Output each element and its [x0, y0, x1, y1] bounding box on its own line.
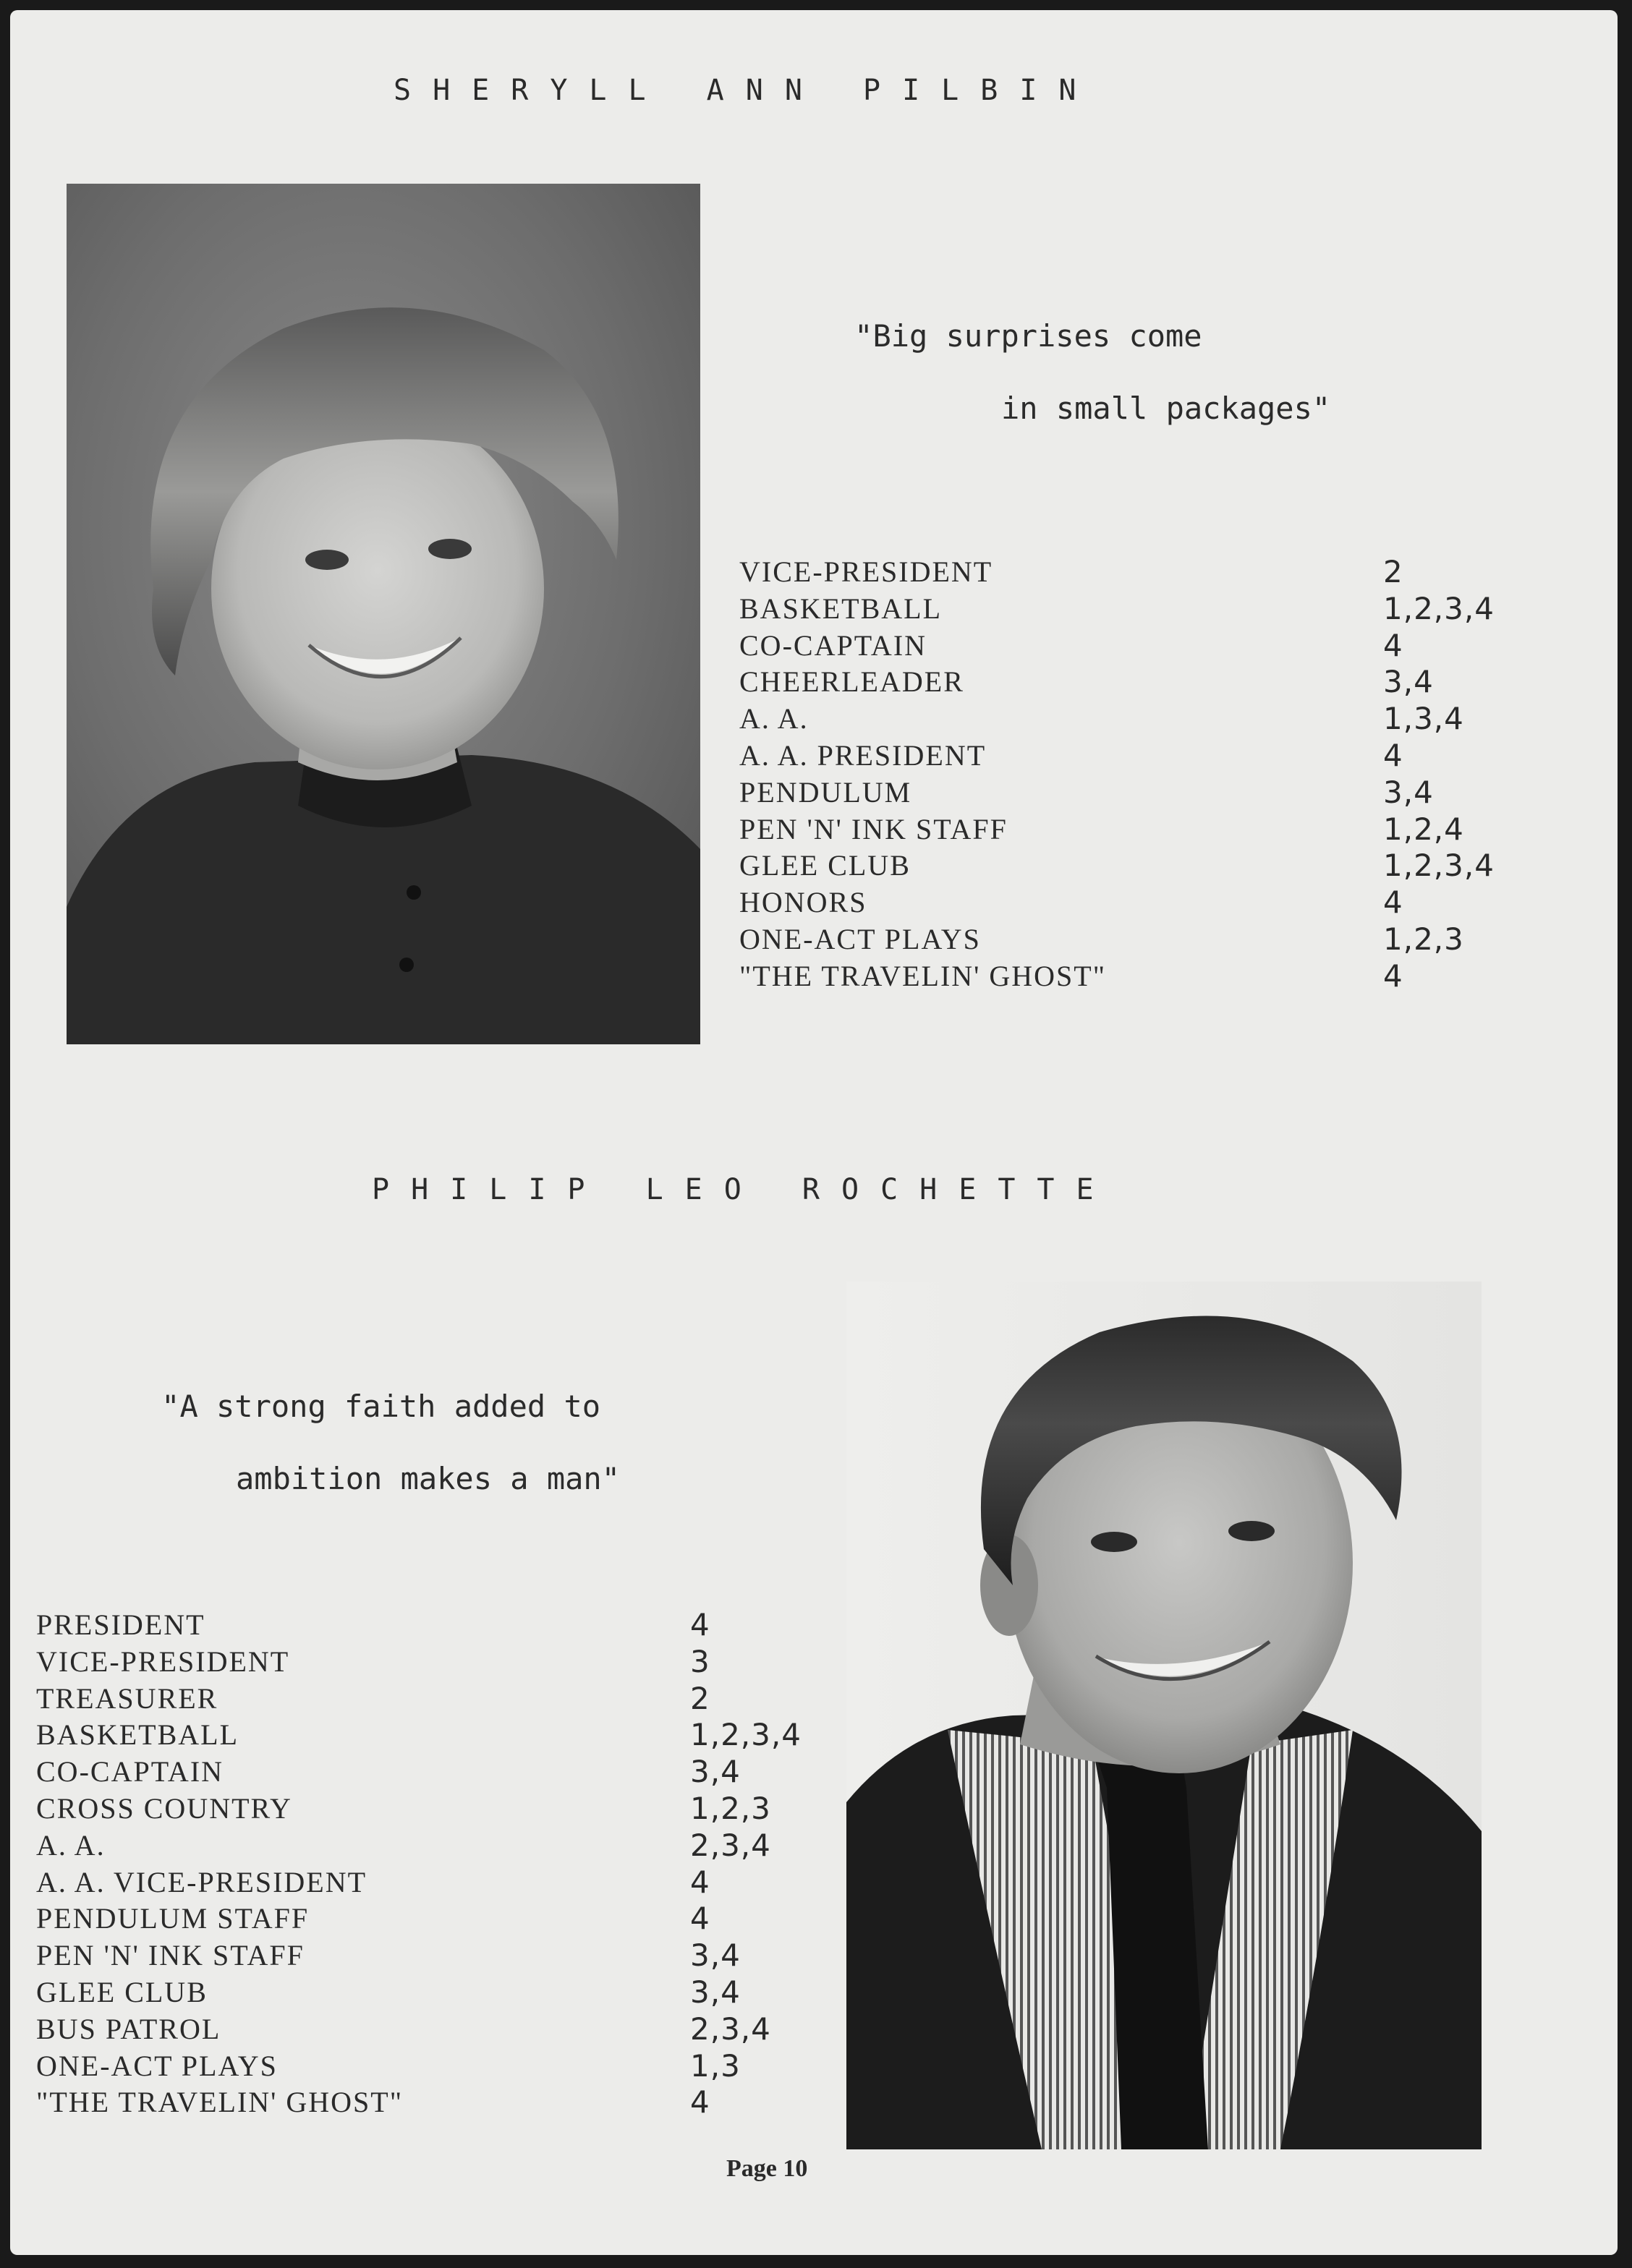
activity-row: [36, 1791, 854, 1828]
activity-name: A. A. VICE-PRESIDENT: [36, 1865, 367, 1898]
activity-name: PRESIDENT: [36, 1608, 205, 1641]
activity-row: [36, 2084, 854, 2121]
activity-name: VICE-PRESIDENT: [36, 1645, 290, 1678]
activity-name: CHEERLEADER: [739, 665, 964, 699]
student-activities-list: [36, 1607, 854, 2135]
activity-name: PENDULUM STAFF: [36, 1902, 310, 1935]
activity-name: TREASURER: [36, 1681, 218, 1715]
student-name-heading: SHERYLL ANN PILBIN: [394, 74, 1098, 107]
activity-years: 4: [1383, 627, 1403, 663]
student-quote: [88, 1352, 620, 1569]
activity-name: BASKETBALL: [36, 1718, 239, 1752]
quote-line-1: "Big surprises come: [854, 318, 1202, 354]
activity-name: PENDULUM: [739, 775, 912, 809]
activity-years: 3,4: [690, 1754, 741, 1790]
activity-row: [739, 701, 1571, 738]
activity-row: [739, 591, 1571, 628]
activity-years: 1,2,3,4: [1383, 590, 1495, 626]
activity-years: 3,4: [1383, 664, 1434, 700]
activity-years: 3: [690, 1643, 710, 1679]
activity-row: [739, 738, 1571, 775]
activity-name: CO-CAPTAIN: [739, 628, 927, 662]
activity-years: 2: [1383, 554, 1403, 589]
activity-years: 1,2,3: [690, 1790, 771, 1826]
activity-name: A. A.: [36, 1828, 106, 1862]
activity-name: PEN 'N' INK STAFF: [36, 1939, 305, 1972]
activity-name: GLEE CLUB: [739, 849, 911, 882]
activity-years: 2,3,4: [690, 2011, 771, 2047]
activity-years: 3,4: [1383, 774, 1434, 810]
activity-row: [36, 1754, 854, 1791]
student-quote: [781, 282, 1330, 499]
activity-row: [36, 1864, 854, 1901]
activity-years: 4: [1383, 737, 1403, 773]
activity-row: [739, 628, 1571, 665]
activity-years: 4: [1383, 884, 1403, 921]
activity-years: 4: [690, 2084, 710, 2120]
activity-years: 1,2,3,4: [690, 1717, 802, 1753]
activity-row: [36, 1607, 854, 1644]
activity-years: 4: [1383, 958, 1403, 994]
activity-row: [739, 811, 1571, 848]
activity-years: 4: [690, 1607, 710, 1642]
activity-name: BUS PATROL: [36, 2012, 221, 2045]
activity-years: 1,2,3,4: [1383, 848, 1495, 884]
activity-row: [36, 1717, 854, 1754]
page-number: Page 10: [726, 2155, 808, 2182]
activity-row: [739, 921, 1571, 958]
activity-name: ONE-ACT PLAYS: [36, 2049, 278, 2082]
activity-row: [36, 1681, 854, 1718]
student-portrait-photo: [846, 1282, 1482, 2149]
activity-row: [739, 884, 1571, 921]
activity-name: A. A. PRESIDENT: [739, 738, 987, 772]
activity-row: [36, 1644, 854, 1681]
activity-row: [739, 664, 1571, 701]
activity-row: [36, 1901, 854, 1937]
activity-row: [36, 1828, 854, 1864]
activity-years: 1,3: [690, 2047, 741, 2084]
activity-years: 2: [690, 1680, 710, 1716]
student-portrait-photo: [67, 184, 700, 1044]
activity-name: GLEE CLUB: [36, 1975, 208, 2008]
activity-name: "THE TRAVELIN' GHOST": [36, 2086, 404, 2119]
activity-name: A. A.: [739, 702, 809, 736]
quote-line-2: ambition makes a man": [236, 1461, 621, 1496]
activity-name: CO-CAPTAIN: [36, 1755, 224, 1789]
activity-years: 2,3,4: [690, 1827, 771, 1863]
activity-years: 1,2,3: [1383, 921, 1464, 957]
activity-row: [739, 958, 1571, 995]
activity-row: [36, 2011, 854, 2048]
activity-name: ONE-ACT PLAYS: [739, 922, 981, 955]
activity-years: 4: [690, 1864, 710, 1900]
activity-row: [36, 1974, 854, 2011]
activity-row: [739, 775, 1571, 811]
student-name-heading: PHILIP LEO ROCHETTE: [372, 1173, 1115, 1206]
student-activities-list: [739, 554, 1571, 1017]
quote-line-1: "A strong faith added to: [161, 1389, 601, 1424]
activity-name: VICE-PRESIDENT: [739, 555, 993, 588]
activity-name: BASKETBALL: [739, 592, 942, 625]
activity-name: "THE TRAVELIN' GHOST": [739, 959, 1107, 992]
yearbook-page: [10, 10, 1618, 2255]
activity-row: [36, 2048, 854, 2085]
activity-years: 3,4: [690, 1974, 741, 2010]
activity-name: CROSS COUNTRY: [36, 1791, 292, 1825]
activity-years: 1,3,4: [1383, 701, 1464, 737]
quote-line-2: in small packages": [1001, 391, 1331, 426]
activity-row: [739, 848, 1571, 884]
activity-name: PEN 'N' INK STAFF: [739, 812, 1008, 845]
activity-years: 1,2,4: [1383, 811, 1464, 847]
activity-name: HONORS: [739, 886, 867, 919]
activity-years: 3,4: [690, 1937, 741, 1974]
activity-years: 4: [690, 1901, 710, 1937]
activity-row: [739, 554, 1571, 591]
activity-row: [36, 1937, 854, 1974]
